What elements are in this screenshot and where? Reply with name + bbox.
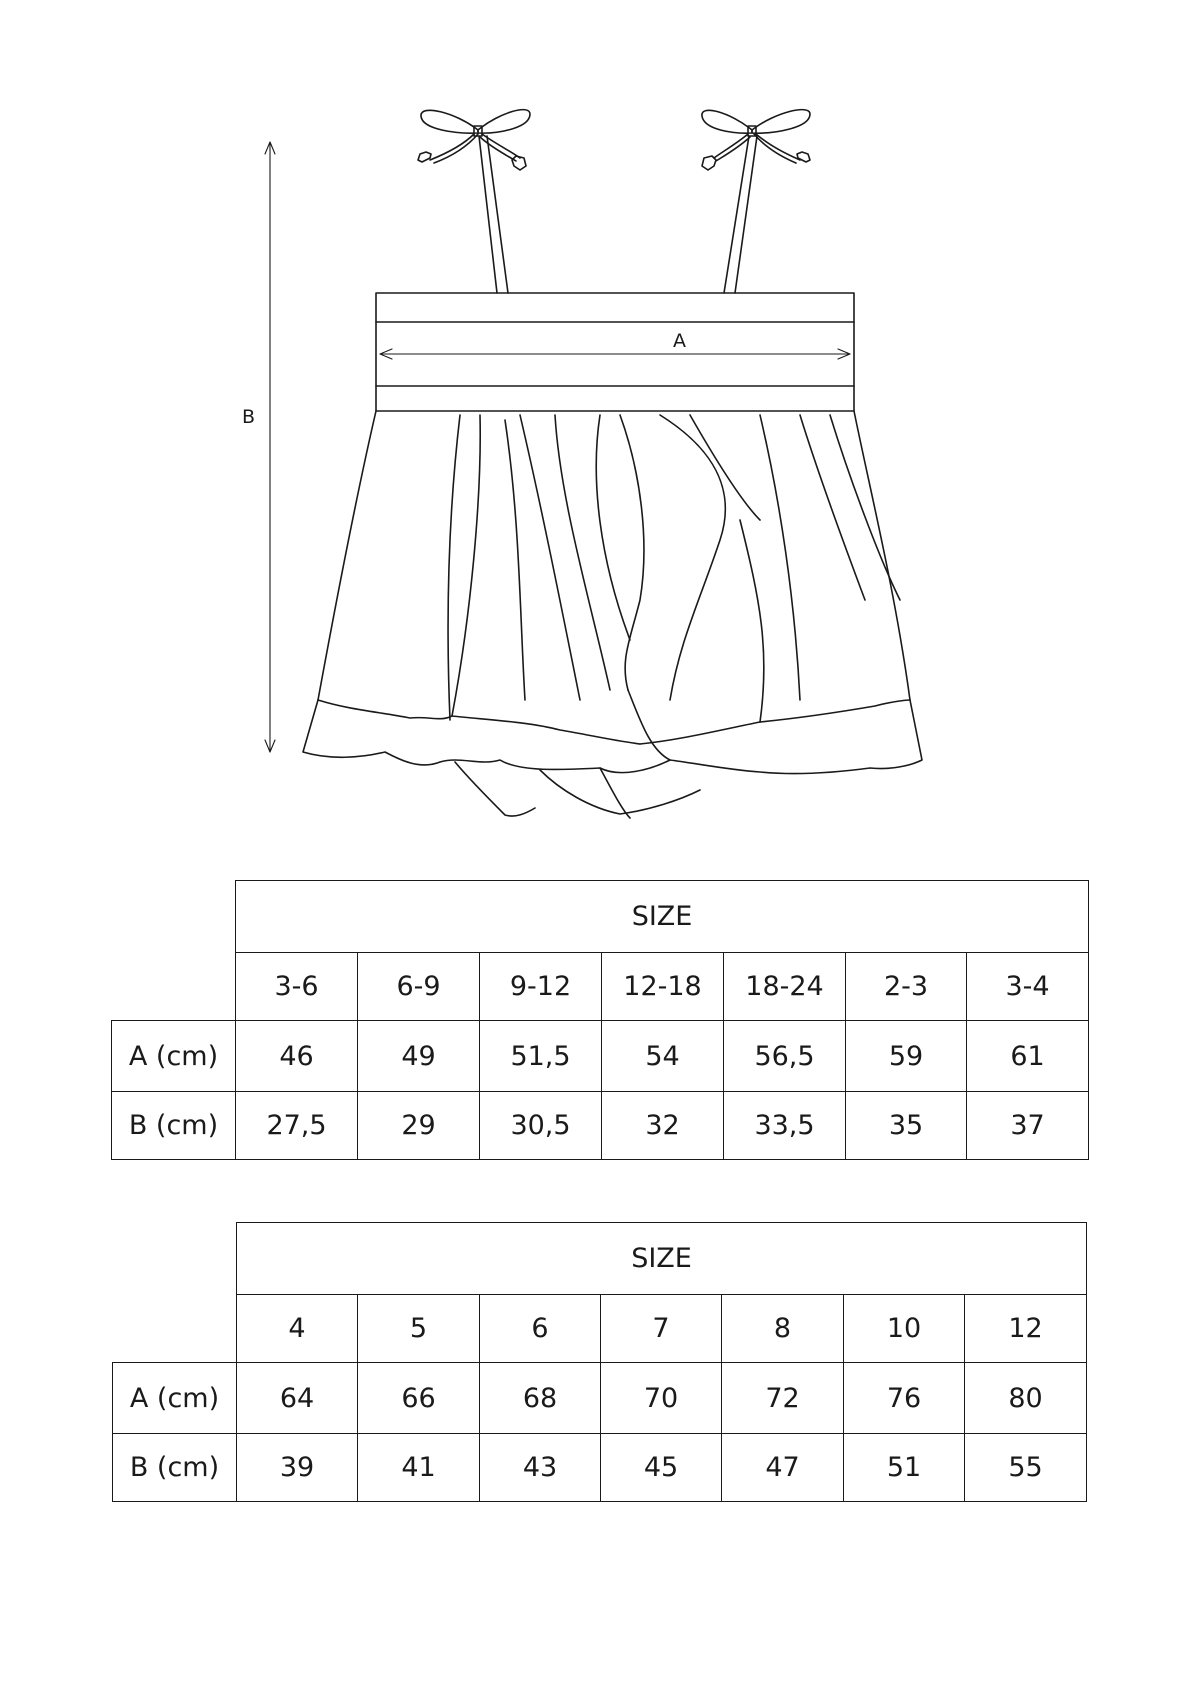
value-cell: 33,5 [724,1092,846,1160]
size-cell: 6-9 [358,953,480,1021]
value-cell: 35 [846,1092,967,1160]
skirt-folds [448,415,900,760]
size-cell: 3-4 [967,953,1089,1021]
size-cell: 18-24 [724,953,846,1021]
value-cell: 45 [601,1434,722,1502]
size-cell: 6 [480,1295,601,1363]
bodice-band [376,293,854,411]
corner-blank-cell [112,881,236,953]
value-cell: 66 [358,1363,480,1434]
value-cell: 46 [236,1021,358,1092]
size-cell: 12 [965,1295,1087,1363]
value-cell: 54 [602,1021,724,1092]
row-label-b: B (cm) [112,1092,236,1160]
dimension-a-label: A [673,330,686,352]
corner-blank-cell [113,1295,237,1363]
value-cell: 29 [358,1092,480,1160]
value-cell: 37 [967,1092,1089,1160]
size-header: SIZE [237,1223,1087,1295]
value-cell: 32 [602,1092,724,1160]
row-label-b: B (cm) [113,1434,237,1502]
size-cell: 5 [358,1295,480,1363]
value-cell: 49 [358,1021,480,1092]
left-bow-tie [418,110,530,170]
size-chart-table-baby [111,880,1089,1160]
size-cell: 10 [844,1295,965,1363]
skirt-outline [303,411,922,818]
value-cell: 43 [480,1434,601,1502]
size-chart-table-kids [112,1222,1087,1502]
size-cell: 12-18 [602,953,724,1021]
size-cell: 7 [601,1295,722,1363]
value-cell: 76 [844,1363,965,1434]
value-cell: 55 [965,1434,1087,1502]
size-cell: 8 [722,1295,844,1363]
corner-blank-cell [113,1223,237,1295]
size-cell: 4 [237,1295,358,1363]
value-cell: 47 [722,1434,844,1502]
value-cell: 61 [967,1021,1089,1092]
value-cell: 27,5 [236,1092,358,1160]
value-cell: 64 [237,1363,358,1434]
row-label-a: A (cm) [112,1021,236,1092]
value-cell: 51,5 [480,1021,602,1092]
value-cell: 39 [237,1434,358,1502]
dimension-a-arrow [380,349,850,359]
value-cell: 41 [358,1434,480,1502]
value-cell: 56,5 [724,1021,846,1092]
value-cell: 51 [844,1434,965,1502]
dimension-b-label: B [242,406,256,428]
size-cell: 9-12 [480,953,602,1021]
row-label-a: A (cm) [113,1363,237,1434]
size-cell: 3-6 [236,953,358,1021]
corner-blank-cell [112,953,236,1021]
value-cell: 59 [846,1021,967,1092]
value-cell: 80 [965,1363,1087,1434]
value-cell: 72 [722,1363,844,1434]
dimension-b-arrow [265,142,275,752]
size-cell: 2-3 [846,953,967,1021]
value-cell: 70 [601,1363,722,1434]
value-cell: 30,5 [480,1092,602,1160]
size-header: SIZE [236,881,1089,953]
value-cell: 68 [480,1363,601,1434]
